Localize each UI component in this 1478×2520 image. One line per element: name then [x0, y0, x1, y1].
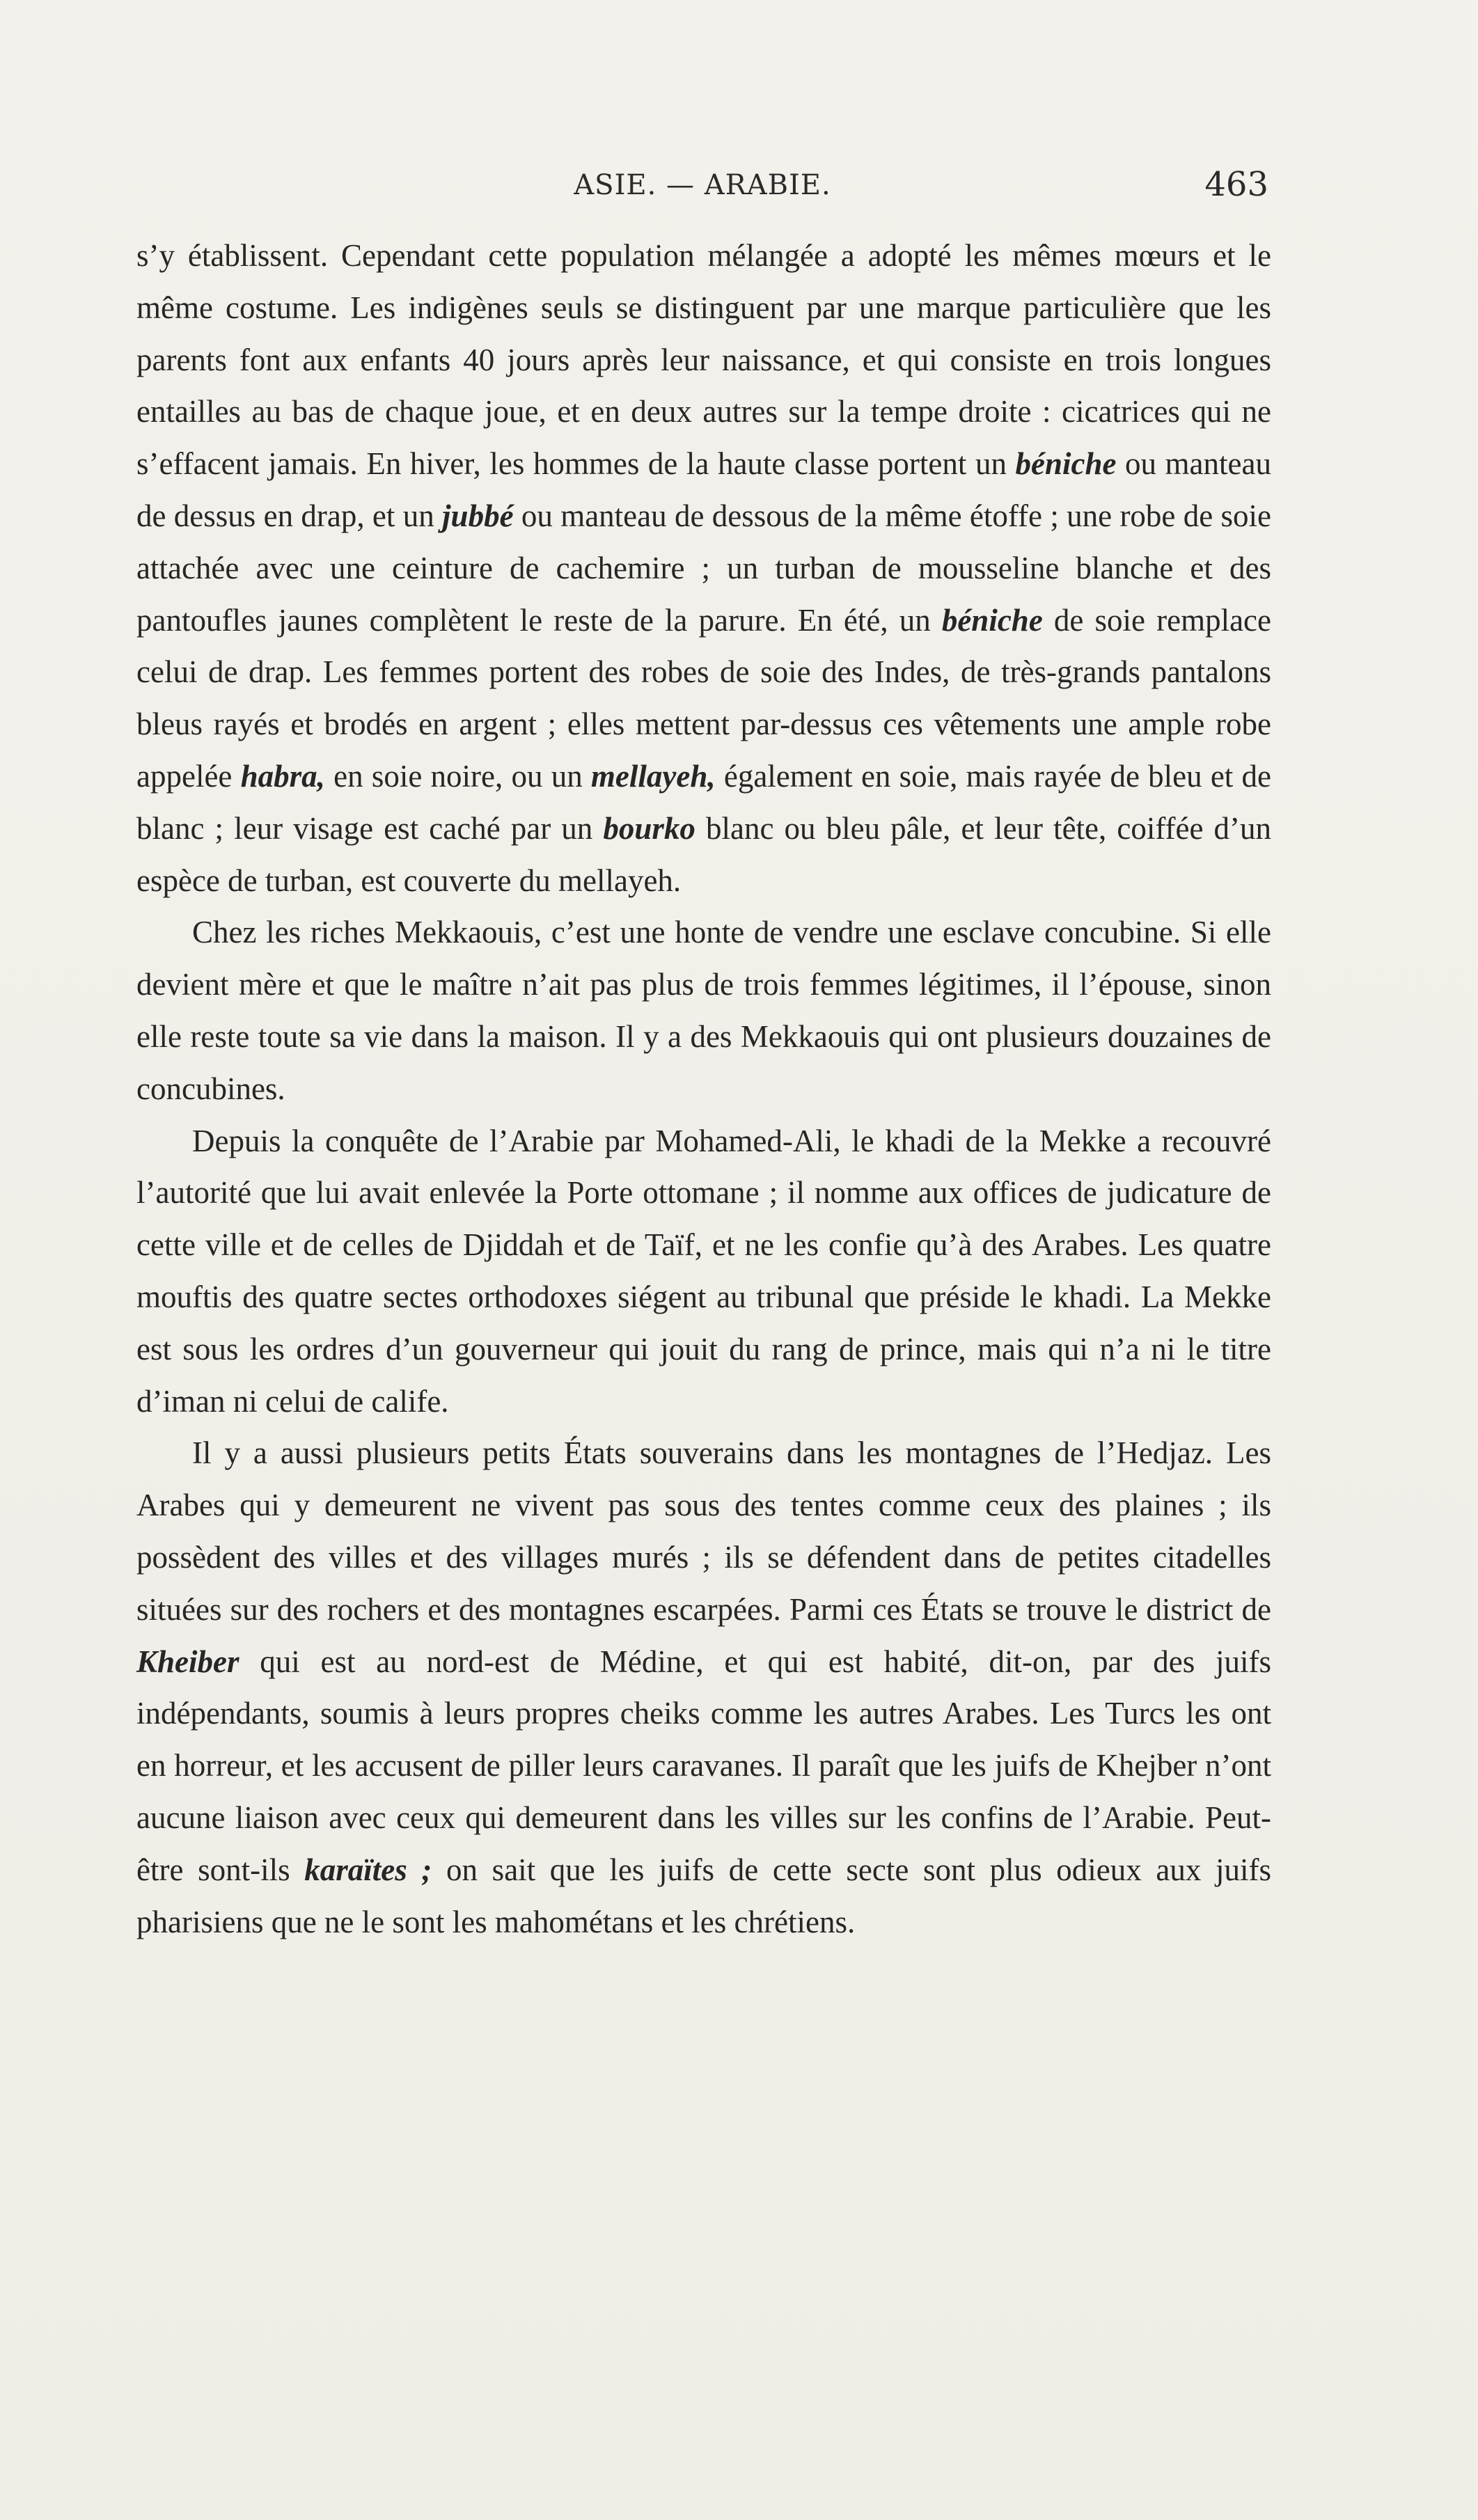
text-segment: également en soie, mais rayée de bleu et de blanc ; leur visage est caché par un	[136, 758, 1271, 846]
page-header	[136, 165, 1268, 211]
text-segment: en soie noire, ou un	[324, 758, 591, 794]
paragraph-hedjaz	[136, 1427, 1271, 1948]
text-segment: s’y établissent. Cependant cette population mélangée a adopté les mêmes mœurs et le même costume. Les indigènes seuls se distinguent par une marque particulière que les parents font aux enfants 40 jours après leur naissance, et qui consiste en trois longues entailles au bas de chaque joue, et en deux autres sur la tempe droite : cicatrices qui ne s’effacent jamais. En hiver, les hommes de la haute classe portent un	[136, 238, 1271, 482]
term-bourko: bourko	[603, 810, 695, 846]
text-segment: de soie remplace celui de drap. Les femmes portent des robes de soie des Indes, de très-grands pantalons bleus rayés et brodés en argent ; elles mettent par-dessus ces vêtements une ample robe appelée	[136, 602, 1271, 794]
body-text	[136, 230, 1271, 1948]
page-number: 463	[1204, 165, 1268, 204]
term-karaites: karaïtes ;	[304, 1852, 432, 1887]
text-segment: qui est au nord-est de Médine, et qui est habité, dit-on, par des juifs indépendants, soumis à leurs propres cheiks comme les autres Arabes. Les Turcs les ont en horreur, et les accusent de piller leurs caravanes. Il paraît que les juifs de Khejber n’ont aucune liaison avec ceux qui demeurent dans les villes sur les confins de l’Arabie. Peut-être sont-ils	[136, 1644, 1271, 1887]
running-title: ASIE. — ARABIE.	[574, 169, 831, 201]
text-segment: Il y a aussi plusieurs petits États souverains dans les montagnes de l’Hedjaz. Les Arabes qui y demeurent ne vivent pas sous des tentes comme ceux des plaines ; ils possèdent des villes et des villages murés ; ils se défendent dans de petites citadelles situées sur des rochers et des montagnes escarpées. Parmi ces États se trouve le district de	[136, 1435, 1271, 1627]
term-kheiber: Kheiber	[136, 1644, 239, 1679]
text-segment: on sait que les juifs de cette secte sont plus odieux aux juifs pharisiens que ne le sont les mahométans et les chrétiens.	[136, 1852, 1272, 1939]
text-segment: Depuis la conquête de l’Arabie par Mohamed-Ali, le khadi de la Mekke a recouvré l’autorité que lui avait enlevée la Porte ottomane ; il nomme aux offices de judicature de cette ville et de celles de Djiddah et de Taïf, et ne les confie qu’à des Arabes. Les quatre mouftis des quatre sectes orthodoxes siégent au tribunal que préside le khadi. La Mekke est sous les ordres d’un gouverneur qui jouit du rang de prince, mais qui n’a ni le titre d’iman ni celui de calife.	[136, 1123, 1271, 1419]
term-mellayeh: mellayeh,	[590, 758, 716, 794]
term-beniche: béniche	[1015, 446, 1117, 482]
text-segment: ou manteau de dessous de la même étoffe ; une robe de soie attachée avec une ceinture de cachemire ; un turban de mousseline blanche et des pantoufles jaunes complètent le reste de la parure. En été, un	[136, 498, 1271, 638]
paragraph-costume	[136, 230, 1271, 906]
term-jubbe: jubbé	[442, 498, 514, 533]
text-segment: ou manteau de dessus en drap, et un	[136, 446, 1271, 533]
term-habra: habra,	[240, 758, 325, 794]
paragraph-khadi	[136, 1115, 1271, 1428]
text-segment: blanc ou bleu pâle, et leur tête, coiffée d’un espèce de turban, est couverte du mellayeh.	[136, 810, 1271, 898]
term-beniche: béniche	[941, 602, 1043, 638]
text-segment: Chez les riches Mekkaouis, c’est une honte de vendre une esclave concubine. Si elle devient mère et que le maître n’ait pas plus de trois femmes légitimes, il l’épouse, sinon elle reste toute sa vie dans la maison. Il y a des Mekkaouis qui ont plusieurs douzaines de concubines.	[136, 915, 1271, 1106]
paragraph-concubines	[136, 906, 1271, 1115]
